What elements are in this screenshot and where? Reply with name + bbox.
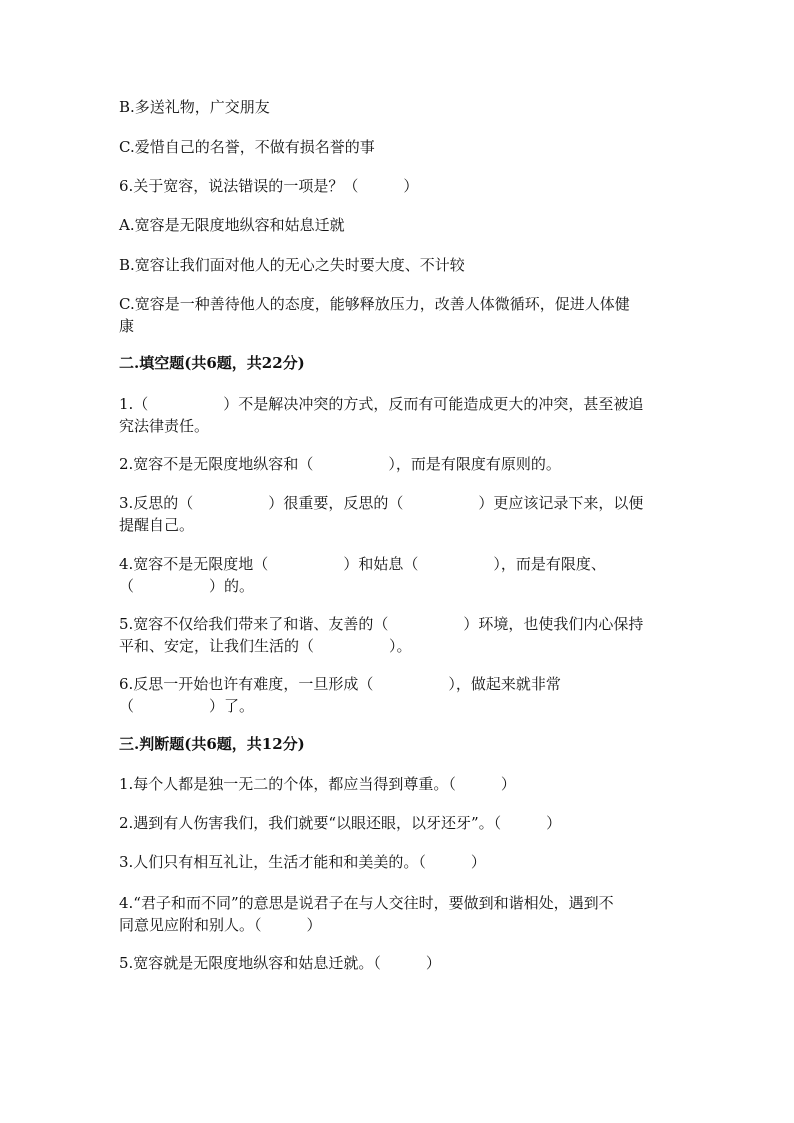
fill-item-4-line1: 4.宽容不是无限度地（ ）和姑息（ ），而是有限度、 [119, 555, 606, 573]
fill-item-3-line1: 3.反思的（ ）很重要，反思的（ ）更应该记录下来，以便 [119, 494, 644, 512]
judge-item-3: 3.人们只有相互礼让，生活才能和和美美的。（ ） [119, 853, 486, 871]
fill-item-5-line1: 5.宽容不仅给我们带来了和谐、友善的（ ）环境，也使我们内心保持 [119, 615, 644, 633]
fill-item-1-line2: 究法律责任。 [119, 417, 210, 435]
judge-item-1: 1.每个人都是独一无二的个体，都应当得到尊重。（ ） [119, 775, 516, 793]
option-b: B.多送礼物，广交朋友 [119, 98, 270, 116]
judge-item-5: 5.宽容就是无限度地纵容和姑息迁就。（ ） [119, 954, 441, 972]
judge-item-4-line1: 4.“君子和而不同”的意思是说君子在与人交往时，要做到和谐相处，遇到不 [119, 894, 614, 912]
judge-item-4-line2: 同意见应附和别人。（ ） [119, 916, 322, 934]
judge-item-2: 2.遇到有人伤害我们，我们就要“以眼还眼，以牙还牙”。（ ） [119, 814, 562, 832]
question-6-option-b: B.宽容让我们面对他人的无心之失时要大度、不计较 [119, 256, 465, 274]
fill-item-5-line2: 平和、安定，让我们生活的（ ）。 [119, 637, 412, 655]
fill-item-2: 2.宽容不是无限度地纵容和（ ），而是有限度有原则的。 [119, 455, 561, 473]
fill-item-4-line2: （ ）的。 [119, 577, 255, 595]
section-2-heading: 二.填空题(共6题，共22分) [119, 354, 305, 372]
fill-item-6-line1: 6.反思一开始也许有难度，一旦形成（ ），做起来就非常 [119, 675, 561, 693]
question-6-option-c-line2: 康 [119, 317, 135, 335]
question-6-option-a: A.宽容是无限度地纵容和姑息迁就 [119, 216, 345, 234]
question-6-option-c-line1: C.宽容是一种善待他人的态度，能够释放压力，改善人体微循环，促进人体健 [119, 295, 630, 313]
fill-item-6-line2: （ ）了。 [119, 697, 255, 715]
fill-item-3-line2: 提醒自己。 [119, 516, 195, 534]
section-3-heading: 三.判断题(共6题，共12分) [119, 735, 305, 753]
question-6-stem: 6.关于宽容，说法错误的一项是？（ ） [119, 177, 419, 195]
fill-item-1-line1: 1.（ ）不是解决冲突的方式，反而有可能造成更大的冲突，甚至被追 [119, 395, 644, 413]
option-c: C.爱惜自己的名誉，不做有损名誉的事 [119, 138, 375, 156]
